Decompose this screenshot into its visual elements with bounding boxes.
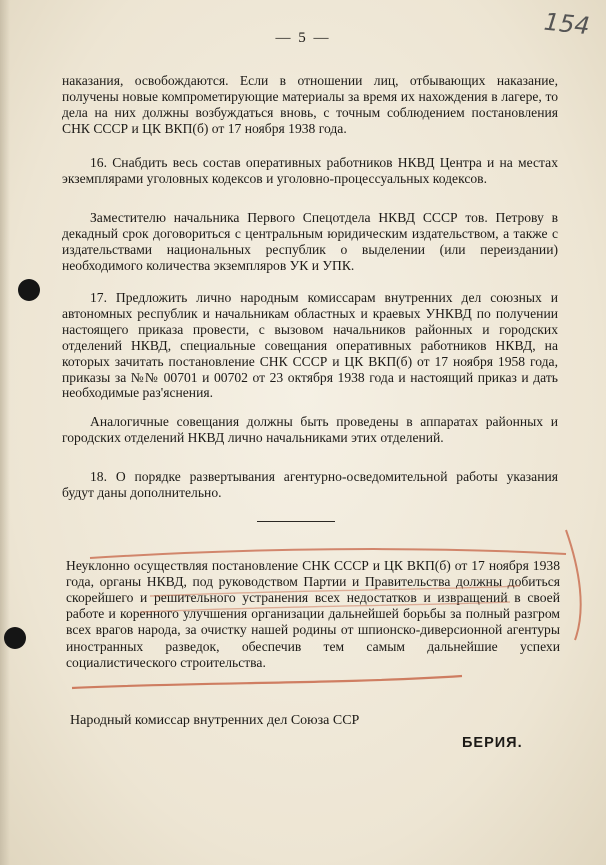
signature-title: Народный комиссар внутренних дел Союза ССР	[70, 713, 360, 728]
paragraph-17	[62, 290, 558, 401]
punch-hole	[4, 627, 26, 649]
closing-paragraph	[66, 544, 560, 685]
paragraph-meetings	[62, 414, 558, 446]
archive-number: 154	[542, 7, 592, 41]
signature-name: БЕРИЯ.	[462, 735, 523, 751]
paragraph-16	[62, 155, 558, 187]
closing-text: Неуклонно осуществляя постановление СНК СССР и ЦК ВКП(б) от 17 ноября 1938 года, органы НКВД, под руководством Партии и Правительства должны добиться скорейшего и решительного устранения всех недостатков и извращений в своей работе и коренного улучшения организации дальнейшей борьбы за полный разгром всех врагов народа, за очистку нашей родины от шпионско-диверсионной агентуры иностранных разведок, обеспечив тем самым дальнейшие успехи социалистического строительства.	[66, 557, 560, 670]
page-number: — 5 —	[275, 30, 331, 46]
paragraph-text: наказания, освобождаются. Если в отношении лиц, отбывающих наказание, получены новые компрометирующие материалы за время их нахождения в лагере, то дела на них должны возбуждаться вновь, с точным соблюдением постановления СНК СССР и ЦК ВКП(б) от 17 ноября 1938 года.	[62, 73, 558, 136]
paragraph-18	[62, 469, 558, 501]
paragraph-text: 18. О порядке развертывания агентурно-осведомительной работы указания будут даны дополнительно.	[62, 469, 558, 500]
section-divider	[257, 521, 335, 522]
paragraph-release	[62, 73, 558, 137]
paragraph-text: 17. Предложить лично народным комиссарам внутренних дел союзных и автономных республик и начальникам областных и краевых УНКВД по получении настоящего приказа провести, с вызовом начальников районных и городских отделений НКВД, специальные совещания оперативных работников НКВД, на которых зачитать постановление СНК СССР и ЦК ВКП(б) от 17 ноября 1958 года, приказы за №№ 00701 и 00702 от 23 октября 1938 года и настоящий приказ и дать необходимые раз'яснения.	[62, 290, 558, 401]
punch-hole	[18, 279, 40, 301]
paper-edge	[0, 0, 10, 865]
paragraph-text: 16. Снабдить весь состав оперативных работников НКВД Центра и на местах экземплярами уголовных кодексов и уголовно-процессуальных кодексов.	[62, 155, 558, 186]
paragraph-text: Заместителю начальника Первого Спецотдела НКВД СССР тов. Петрову в декадный срок договориться с центральным юридическим издательством, а также с издательствами национальных республик о выделении (или переиздании) необходимого количества экземпляров УК и УПК.	[62, 210, 558, 273]
paragraph-text: Аналогичные совещания должны быть проведены в аппаратах районных и городских отделений НКВД лично начальниками этих отделений.	[62, 414, 558, 445]
paragraph-petrov	[62, 210, 558, 274]
